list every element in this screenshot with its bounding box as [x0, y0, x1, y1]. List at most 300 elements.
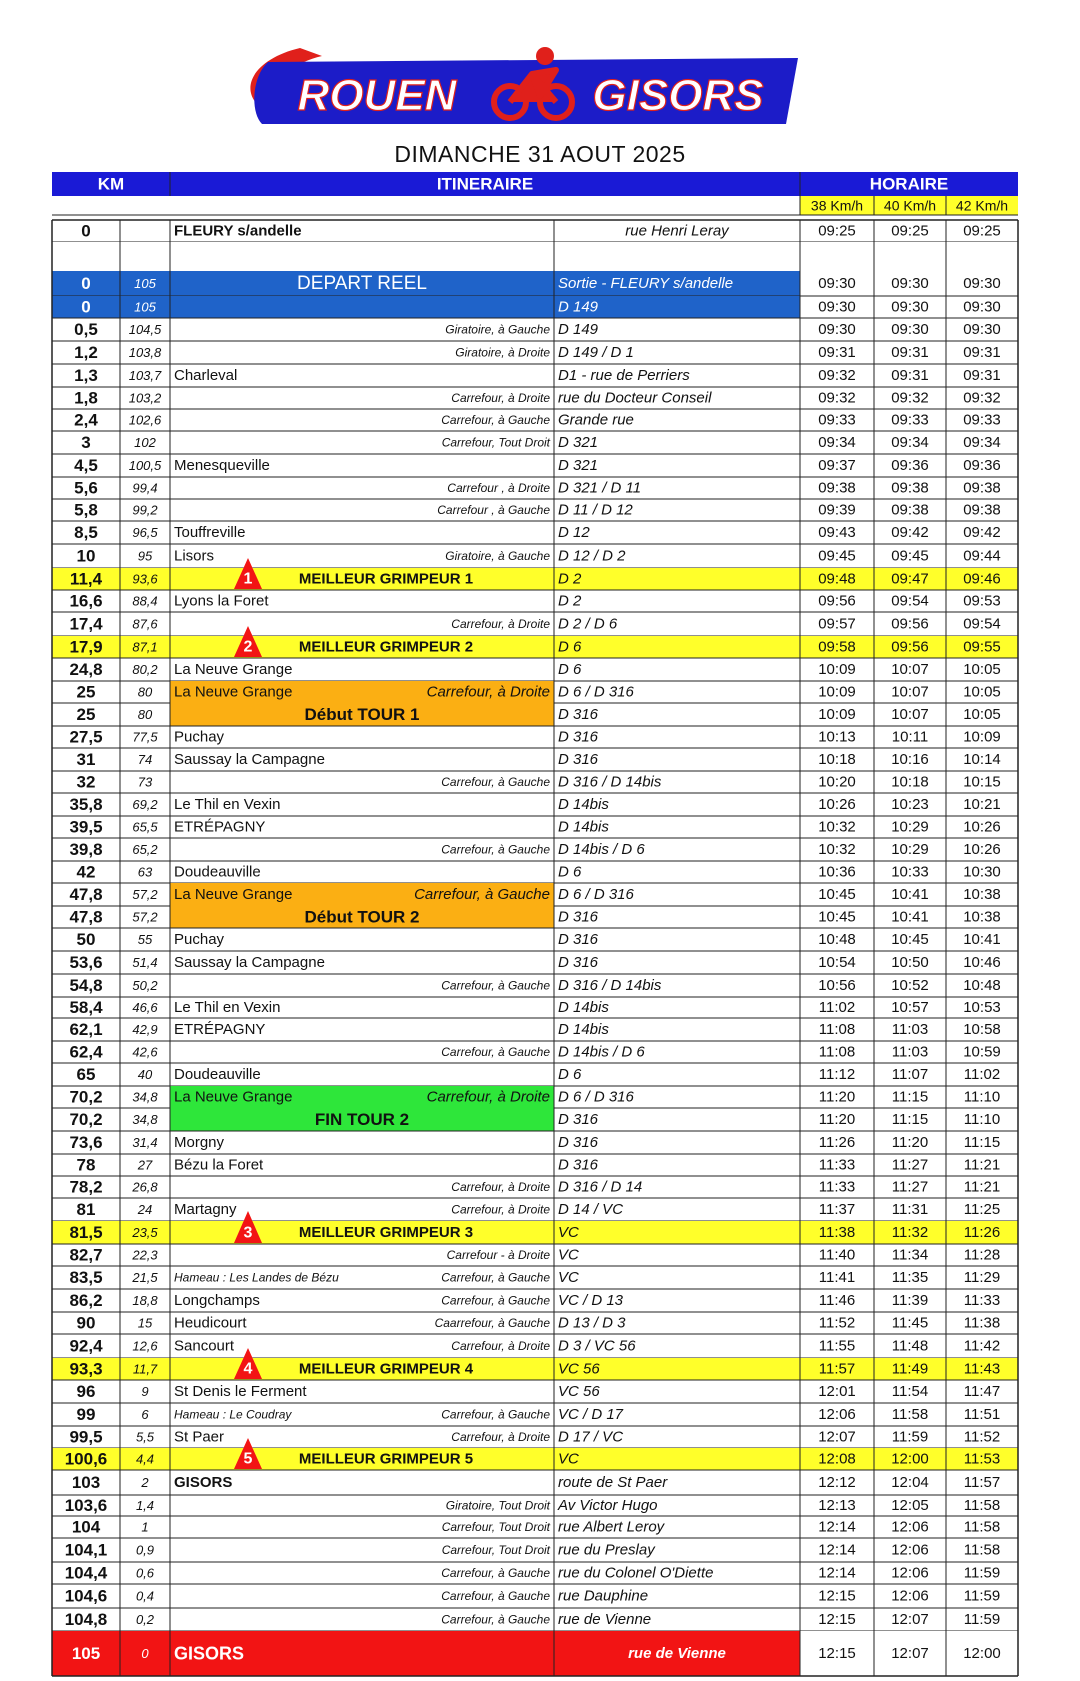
- km-remaining: 74: [137, 752, 153, 767]
- time-value: 12:04: [891, 1474, 929, 1491]
- km-value: 47,8: [69, 907, 103, 927]
- time-value: 10:52: [891, 977, 929, 994]
- time-value: 09:42: [891, 524, 929, 541]
- km-value: 78: [76, 1155, 96, 1175]
- turn-instruction: Carrefour, à Gauche: [441, 413, 550, 427]
- time-value: 11:15: [891, 1088, 929, 1106]
- turn-instruction: Carrefour , à Gauche: [437, 503, 550, 517]
- place-name: Morgny: [174, 1134, 225, 1151]
- time-value: 11:57: [818, 1360, 856, 1378]
- km-value: 11,4: [69, 569, 103, 589]
- km-remaining: 1,4: [135, 1498, 155, 1513]
- turn-instruction: Carrefour, à Gauche: [441, 1407, 550, 1422]
- time-value: 11:42: [963, 1337, 1001, 1355]
- time-value: 10:11: [891, 728, 929, 746]
- time-value: 12:01: [818, 1383, 856, 1400]
- time-value: 09:53: [963, 592, 1001, 610]
- km-value: 5,6: [74, 478, 98, 498]
- turn-instruction: Carrefour, à Droite: [426, 1088, 550, 1106]
- time-value: 09:44: [963, 547, 1001, 565]
- logo-word-gisors: GISORS: [592, 71, 764, 120]
- km-remaining: 23,5: [132, 1225, 158, 1240]
- time-value: 09:36: [963, 457, 1001, 474]
- time-value: 11:07: [891, 1066, 929, 1083]
- km-remaining: 69,2: [132, 797, 158, 812]
- time-value: 10:56: [818, 977, 856, 994]
- time-value: 12:14: [818, 1564, 856, 1582]
- km-remaining: 103,7: [128, 368, 162, 383]
- km-value: 105: [71, 1644, 101, 1663]
- time-value: 11:38: [963, 1314, 1001, 1332]
- km-value: 0: [81, 221, 91, 241]
- time-value: 10:38: [963, 908, 1001, 926]
- turn-instruction: Carrefour, Tout Droit: [441, 435, 550, 450]
- road-name: D 3 / VC 56: [558, 1337, 636, 1355]
- km-remaining: 102,6: [128, 412, 162, 428]
- road-name: VC: [558, 1269, 579, 1286]
- km-remaining: 80: [137, 684, 153, 700]
- time-value: 11:49: [891, 1360, 929, 1378]
- km-remaining: 0,4: [135, 1588, 155, 1604]
- km-value: 3: [81, 433, 91, 452]
- km-value: 0: [81, 274, 91, 293]
- time-value: 09:45: [818, 547, 856, 565]
- km-remaining: 102: [134, 435, 156, 450]
- time-value: 11:57: [963, 1474, 1001, 1491]
- time-value: 09:56: [818, 592, 856, 610]
- km-value: 42: [76, 862, 96, 882]
- km-value: 96: [76, 1382, 96, 1401]
- km-remaining: 95: [137, 548, 153, 564]
- km-remaining: 0,9: [135, 1542, 155, 1558]
- time-value: 11:59: [963, 1611, 1001, 1628]
- time-value: 09:32: [891, 389, 929, 407]
- km-remaining: 1: [141, 1519, 149, 1535]
- time-value: 09:42: [963, 524, 1001, 541]
- time-value: 11:03: [891, 1021, 929, 1038]
- time-value: 09:45: [891, 547, 929, 565]
- place-name: La Neuve Grange: [174, 683, 293, 701]
- km-remaining: 65,5: [132, 819, 158, 835]
- km-remaining: 34,8: [132, 1089, 158, 1105]
- time-value: 09:32: [818, 389, 856, 407]
- speed-label: 40 Km/h: [883, 197, 937, 214]
- logo-word-rouen: ROUEN: [297, 71, 457, 120]
- time-value: 11:08: [818, 1021, 856, 1038]
- time-value: 11:43: [963, 1360, 1001, 1378]
- km-value: 47,8: [69, 885, 103, 904]
- km-value: 62,1: [69, 1020, 103, 1039]
- km-remaining: 57,2: [132, 909, 158, 925]
- time-value: 11:35: [891, 1269, 929, 1286]
- time-value: 09:30: [963, 275, 1001, 292]
- km-remaining: 15: [137, 1315, 153, 1331]
- road-name: D 149 / D 1: [558, 344, 634, 361]
- place-name: Sancourt: [174, 1337, 235, 1355]
- place-name: Hameau : Le Coudray: [174, 1407, 292, 1422]
- time-value: 11:38: [818, 1224, 856, 1241]
- km-remaining: 99,2: [132, 502, 158, 518]
- road-name: rue du Preslay: [558, 1541, 655, 1559]
- km-remaining: 87,6: [132, 616, 158, 632]
- time-value: 11:54: [891, 1383, 929, 1400]
- road-name: VC / D 17: [558, 1406, 624, 1423]
- km-remaining: 105: [134, 299, 156, 315]
- time-value: 11:02: [818, 999, 856, 1016]
- time-value: 10:53: [963, 999, 1001, 1016]
- time-value: 11:55: [818, 1337, 856, 1355]
- time-value: 09:56: [891, 638, 929, 656]
- km-remaining: 5,5: [135, 1429, 155, 1445]
- time-value: 10:54: [818, 954, 856, 971]
- km-remaining: 4,4: [135, 1451, 155, 1467]
- time-value: 11:10: [963, 1111, 1001, 1128]
- time-value: 09:34: [963, 434, 1001, 451]
- place-name: GISORS: [174, 1643, 245, 1664]
- road-name: D 316: [558, 1156, 599, 1174]
- time-value: 11:12: [818, 1066, 856, 1083]
- turn-instruction: Carrefour, à Gauche: [441, 1293, 550, 1308]
- time-value: 11:58: [891, 1406, 929, 1423]
- place-name: Longchamps: [174, 1292, 260, 1309]
- time-value: 10:45: [891, 931, 929, 948]
- time-value: 11:37: [818, 1201, 856, 1218]
- time-value: 11:53: [963, 1450, 1001, 1468]
- road-name: VC: [558, 1246, 579, 1264]
- time-value: 09:38: [963, 501, 1001, 519]
- time-value: 09:31: [963, 344, 1001, 361]
- time-value: 09:38: [891, 479, 929, 497]
- time-value: 10:09: [818, 706, 856, 723]
- turn-instruction: Carrefour, à Gauche: [441, 842, 550, 857]
- time-value: 09:46: [963, 570, 1001, 588]
- km-value: 104: [71, 1517, 101, 1537]
- km-value: 25: [76, 705, 96, 724]
- time-value: 10:45: [818, 886, 856, 903]
- time-value: 09:47: [891, 570, 929, 588]
- time-value: 10:23: [891, 796, 929, 813]
- km-value: 83,5: [69, 1268, 103, 1287]
- km-remaining: 55: [137, 932, 153, 947]
- time-value: 11:02: [963, 1066, 1001, 1083]
- road-name: D 149: [558, 298, 599, 316]
- time-value: 12:14: [818, 1541, 856, 1559]
- time-value: 09:57: [818, 615, 856, 633]
- place-name: ETRÉPAGNY: [174, 818, 266, 836]
- time-value: 11:59: [963, 1587, 1001, 1605]
- road-name: D 14bis / D 6: [558, 1043, 645, 1061]
- turn-instruction: Carrefour, à Gauche: [441, 1589, 550, 1603]
- place-name: FLEURY s/andelle: [174, 222, 302, 240]
- km-value: 93,3: [69, 1359, 103, 1379]
- road-name: Sortie - FLEURY s/andelle: [558, 275, 734, 292]
- road-name: D 321 / D 11: [558, 479, 642, 497]
- time-value: 10:29: [891, 818, 929, 836]
- km-remaining: 103,8: [128, 345, 162, 360]
- road-name: D 321: [558, 434, 599, 451]
- time-value: 09:31: [891, 344, 929, 361]
- time-value: 09:30: [963, 321, 1001, 338]
- road-name: D 14bis / D 6: [558, 841, 645, 858]
- road-name: D 6: [558, 863, 582, 881]
- time-value: 11:47: [963, 1383, 1001, 1400]
- time-value: 10:29: [891, 841, 929, 858]
- km-remaining: 63: [137, 864, 153, 880]
- time-value: 10:05: [963, 706, 1001, 723]
- time-value: 09:33: [891, 411, 929, 429]
- km-remaining: 22,3: [132, 1247, 158, 1263]
- km-remaining: 0: [141, 1646, 149, 1661]
- km-value: 58,4: [69, 998, 103, 1017]
- time-value: 10:33: [891, 863, 929, 881]
- time-value: 10:32: [818, 841, 856, 858]
- speed-label: 42 Km/h: [955, 197, 1009, 214]
- place-name: GISORS: [174, 1474, 233, 1491]
- time-value: 11:28: [963, 1246, 1001, 1264]
- road-name: VC 56: [558, 1360, 600, 1378]
- time-value: 11:03: [891, 1043, 929, 1061]
- km-value: 65: [76, 1065, 96, 1084]
- time-value: 11:21: [963, 1178, 1001, 1196]
- turn-instruction: Giratoire, à Gauche: [445, 322, 550, 337]
- km-remaining: 21,5: [132, 1270, 158, 1285]
- km-remaining: 2: [141, 1475, 149, 1490]
- time-value: 10:36: [818, 863, 856, 881]
- time-value: 09:31: [818, 344, 856, 361]
- time-value: 09:32: [818, 367, 856, 384]
- time-value: 10:58: [963, 1021, 1001, 1038]
- km-remaining: 96,5: [132, 525, 158, 540]
- km-value: 73,6: [69, 1133, 103, 1152]
- road-name: D 316: [558, 908, 599, 926]
- place-name: La Neuve Grange: [174, 1088, 293, 1106]
- time-value: 11:40: [818, 1246, 856, 1264]
- time-value: 10:13: [818, 728, 856, 746]
- time-value: 11:31: [891, 1201, 929, 1218]
- turn-instruction: Carrefour - à Droite: [446, 1248, 550, 1262]
- speed-label: 38 Km/h: [810, 197, 864, 214]
- road-name: rue Albert Leroy: [558, 1518, 665, 1536]
- road-name: D 316: [558, 954, 599, 971]
- place-name: Lisors: [174, 547, 215, 565]
- place-name: Touffreville: [174, 524, 246, 541]
- time-value: 11:48: [891, 1337, 929, 1355]
- km-value: 90: [76, 1313, 96, 1333]
- road-name: rue Henri Leray: [625, 222, 729, 240]
- road-name: route de St Paer: [558, 1474, 668, 1491]
- time-value: 09:32: [963, 389, 1001, 407]
- km-remaining: 87,1: [132, 639, 158, 655]
- road-name: D 6: [558, 1066, 582, 1083]
- km-value: 4,5: [74, 456, 98, 475]
- place-name: Le Thil en Vexin: [174, 999, 281, 1016]
- road-name: D 12: [558, 524, 590, 541]
- km-value: 39,5: [69, 817, 103, 837]
- km-value: 104,8: [64, 1610, 108, 1629]
- time-value: 09:30: [818, 321, 856, 338]
- time-value: 12:05: [891, 1497, 929, 1514]
- time-value: 09:55: [963, 638, 1001, 656]
- turn-instruction: Carrefour, à Gauche: [441, 1045, 550, 1059]
- climb-number: 3: [243, 1224, 253, 1242]
- time-value: 09:56: [891, 615, 929, 633]
- km-remaining: 34,8: [132, 1112, 158, 1127]
- km-remaining: 11,7: [132, 1361, 158, 1377]
- time-value: 11:26: [963, 1224, 1001, 1241]
- road-name: D 13 / D 3: [558, 1314, 626, 1332]
- km-remaining: 88,4: [132, 593, 158, 609]
- climb-number: 4: [243, 1360, 253, 1378]
- km-value: 99,5: [69, 1427, 103, 1447]
- time-value: 09:31: [963, 367, 1001, 384]
- km-remaining: 18,8: [132, 1293, 158, 1308]
- road-name: rue du Colonel O'Diette: [558, 1564, 714, 1582]
- road-name: D 316 / D 14bis: [558, 773, 662, 791]
- road-name: D 2 / D 6: [558, 615, 618, 633]
- time-value: 09:38: [891, 501, 929, 519]
- km-value: 31: [76, 750, 96, 769]
- time-value: 11:51: [963, 1406, 1001, 1423]
- section-banner: FIN TOUR 2: [314, 1110, 410, 1129]
- km-remaining: 50,2: [132, 978, 158, 993]
- section-banner: DEPART REEL: [297, 273, 427, 294]
- km-value: 1,8: [74, 388, 98, 408]
- time-value: 12:06: [891, 1518, 929, 1536]
- turn-instruction: Carrefour, à Gauche: [441, 978, 550, 993]
- km-remaining: 24: [137, 1202, 153, 1217]
- km-value: 92,4: [69, 1336, 103, 1356]
- time-value: 11:29: [963, 1269, 1001, 1286]
- km-remaining: 80,2: [132, 662, 158, 677]
- km-remaining: 27: [137, 1157, 153, 1173]
- time-value: 11:59: [891, 1428, 929, 1446]
- km-value: 17,4: [69, 614, 103, 634]
- time-value: 12:00: [891, 1450, 929, 1468]
- climb-banner: MEILLEUR GRIMPEUR 1: [298, 570, 474, 588]
- km-value: 8,5: [74, 523, 98, 542]
- row-fill: [52, 568, 1018, 590]
- time-value: 10:26: [818, 796, 856, 813]
- time-value: 12:15: [818, 1587, 856, 1605]
- time-value: 12:00: [963, 1645, 1001, 1662]
- km-value: 54,8: [69, 976, 103, 995]
- turn-instruction: Giratoire, à Droite: [455, 345, 550, 360]
- time-value: 10:05: [963, 683, 1001, 701]
- road-name: D1 - rue de Perriers: [558, 367, 690, 384]
- time-value: 12:15: [818, 1645, 856, 1662]
- time-value: 10:38: [963, 886, 1001, 903]
- time-value: 09:39: [818, 501, 856, 519]
- time-value: 10:32: [818, 818, 856, 836]
- depart-fill: [52, 296, 554, 318]
- place-name: La Neuve Grange: [174, 886, 293, 903]
- time-value: 09:37: [818, 457, 856, 474]
- turn-instruction: Carrefour, à Gauche: [441, 1270, 550, 1285]
- road-name: D 12 / D 2: [558, 547, 626, 565]
- time-value: 11:33: [818, 1178, 856, 1196]
- km-remaining: 93,6: [132, 571, 158, 587]
- km-value: 81,5: [69, 1223, 103, 1242]
- time-value: 11:25: [963, 1201, 1001, 1218]
- time-value: 10:26: [963, 818, 1001, 836]
- time-value: 10:26: [963, 841, 1001, 858]
- km-value: 86,2: [69, 1291, 103, 1310]
- climb-number: 2: [243, 638, 253, 656]
- km-value: 50: [76, 930, 96, 949]
- time-value: 10:41: [891, 908, 929, 926]
- time-value: 09:36: [891, 457, 929, 474]
- place-name: Martagny: [174, 1201, 237, 1218]
- time-value: 10:45: [818, 908, 856, 926]
- time-value: 11:27: [891, 1156, 929, 1174]
- road-name: D 11 / D 12: [558, 501, 633, 519]
- km-remaining: 12,6: [132, 1338, 158, 1354]
- km-value: 39,8: [69, 840, 103, 859]
- time-value: 10:21: [963, 796, 1001, 813]
- time-value: 11:41: [818, 1269, 856, 1286]
- turn-instruction: Carrefour, à Droite: [451, 617, 550, 631]
- time-value: 12:14: [818, 1518, 856, 1536]
- road-name: D 316 / D 14: [558, 1178, 643, 1196]
- time-value: 10:14: [963, 751, 1001, 768]
- road-name: D 14bis: [558, 1021, 609, 1038]
- place-name: Hameau : Les Landes de Bézu: [174, 1270, 339, 1285]
- time-value: 12:07: [891, 1611, 929, 1628]
- time-value: 10:50: [891, 954, 929, 971]
- time-value: 10:09: [963, 728, 1001, 746]
- km-remaining: 9: [141, 1384, 149, 1399]
- event-date: DIMANCHE 31 AOUT 2025: [394, 141, 686, 167]
- time-value: 11:15: [891, 1111, 929, 1128]
- road-name: VC 56: [558, 1383, 600, 1400]
- time-value: 12:06: [891, 1587, 929, 1605]
- km-remaining: 100,5: [128, 458, 162, 473]
- place-name: St Denis le Ferment: [174, 1383, 307, 1400]
- time-value: 11:20: [818, 1088, 856, 1106]
- km-value: 25: [76, 682, 96, 702]
- road-name: D 14bis: [558, 818, 609, 836]
- time-value: 12:08: [818, 1450, 856, 1468]
- time-value: 09:25: [963, 222, 1001, 240]
- km-remaining: 0,2: [135, 1612, 155, 1627]
- km-value: 16,6: [69, 591, 103, 611]
- time-value: 11:21: [963, 1156, 1001, 1174]
- time-value: 09:38: [963, 479, 1001, 497]
- place-name: St Paer: [174, 1428, 225, 1446]
- time-value: 09:30: [818, 275, 856, 292]
- time-value: 11:34: [891, 1246, 929, 1264]
- time-value: 10:59: [963, 1043, 1001, 1061]
- turn-instruction: Carrefour, à Droite: [451, 1430, 550, 1444]
- km-value: 0,5: [74, 320, 98, 339]
- time-value: 12:15: [818, 1611, 856, 1628]
- place-name: La Neuve Grange: [174, 661, 293, 678]
- climb-banner: MEILLEUR GRIMPEUR 3: [298, 1224, 474, 1241]
- time-value: 11:58: [963, 1497, 1001, 1514]
- time-value: 09:43: [818, 524, 856, 541]
- time-value: 12:06: [891, 1541, 929, 1559]
- km-value: 17,9: [69, 637, 103, 657]
- time-value: 09:54: [891, 592, 929, 610]
- road-name: VC / D 13: [558, 1292, 624, 1309]
- time-value: 10:09: [818, 683, 856, 701]
- time-value: 10:16: [891, 751, 929, 768]
- row-fill: [52, 1221, 1018, 1244]
- place-name: Doudeauville: [174, 863, 261, 881]
- road-name: D 316: [558, 931, 599, 948]
- road-name: D 316: [558, 1111, 599, 1128]
- time-value: 11:10: [963, 1088, 1001, 1106]
